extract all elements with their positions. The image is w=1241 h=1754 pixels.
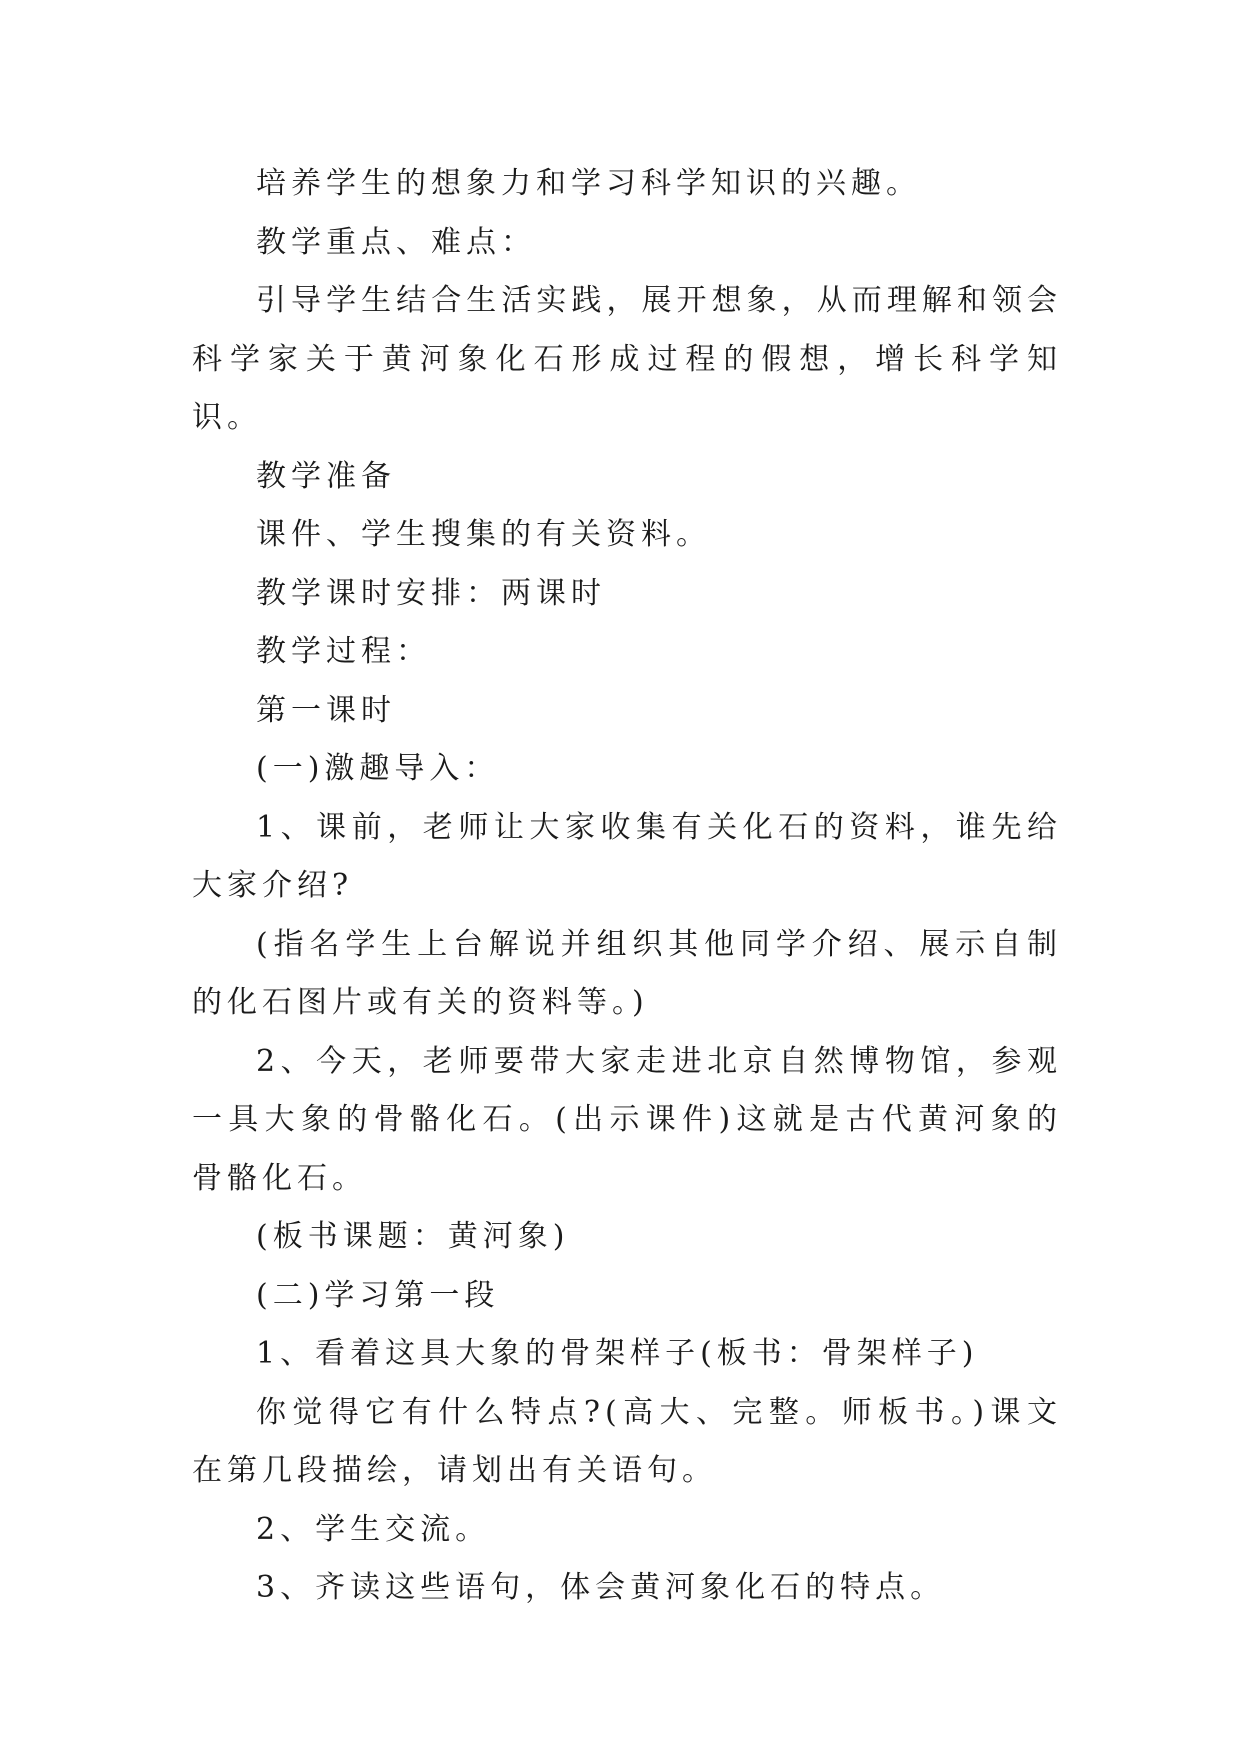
paragraph: (指名学生上台解说并组织其他同学介绍、展示自制的化石图片或有关的资料等。) [192,926,1062,1020]
paragraph: 2、学生交流。 [256,1511,491,1547]
section-heading: (二)学习第一段 [256,1277,500,1313]
paragraph: 1、课前，老师让大家收集有关化石的资料，谁先给大家介绍? [192,809,1062,903]
paragraph: (板书课题：黄河象) [256,1219,570,1254]
paragraph: 你觉得它有什么特点?(高大、完整。师板书。)课文在第几段描绘，请划出有关语句。 [192,1394,1062,1488]
section-heading: 教学准备 [256,458,396,494]
paragraph: 1、看着这具大象的骨架样子(板书：骨架样子) [256,1336,979,1371]
section-heading: 第一课时 [256,692,396,728]
section-heading: 教学过程： [256,634,431,669]
paragraph: 教学课时安排：两课时 [256,575,606,611]
paragraph: 引导学生结合生活实践，展开想象，从而理解和领会科学家关于黄河象化石形成过程的假想，增长科学知识。 [192,283,1062,435]
section-heading: 教学重点、难点： [256,224,536,260]
section-heading: (一)激趣导入： [256,751,500,786]
document-body [192,155,1062,1618]
paragraph: 3、齐读这些语句，体会黄河象化石的特点。 [256,1570,946,1605]
paragraph: 培养学生的想象力和学习科学知识的兴趣。 [256,166,921,201]
paragraph: 课件、学生搜集的有关资料。 [256,517,711,552]
paragraph: 2、今天，老师要带大家走进北京自然博物馆，参观一具大象的骨骼化石。(出示课件)这就是古代黄河象的骨骼化石。 [192,1043,1062,1196]
